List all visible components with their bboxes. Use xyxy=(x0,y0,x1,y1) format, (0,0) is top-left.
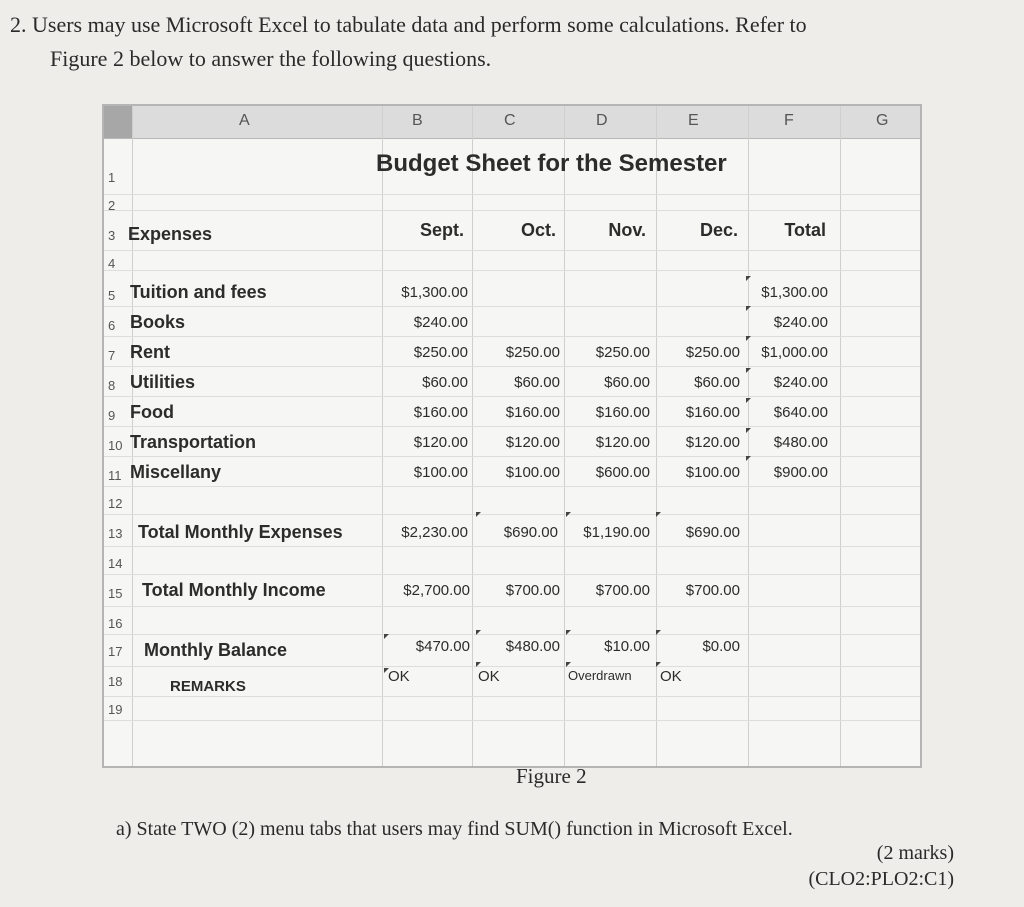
formula-indicator xyxy=(746,368,751,373)
month-header: Nov. xyxy=(608,220,646,240)
total-income-label: Total Monthly Income xyxy=(142,580,326,600)
row-number: 1 xyxy=(108,170,116,185)
row-number: 4 xyxy=(108,256,116,271)
column-letter-e: E xyxy=(688,112,699,129)
gridline xyxy=(104,666,920,667)
expense-value: $250.00 xyxy=(685,344,740,361)
expense-value: $120.00 xyxy=(413,434,468,451)
gridline xyxy=(104,456,920,457)
gridline xyxy=(104,634,920,635)
row-number: 15 xyxy=(108,586,123,601)
total-expenses-value: $1,190.00 xyxy=(583,524,650,541)
formula-indicator xyxy=(476,630,481,635)
expense-value: $120.00 xyxy=(505,434,560,451)
formula-indicator xyxy=(746,428,751,433)
formula-indicator xyxy=(746,306,751,311)
expense-label: Utilities xyxy=(130,372,196,392)
row-number: 17 xyxy=(108,644,123,659)
row-number: 9 xyxy=(108,408,116,423)
month-header: Oct. xyxy=(520,220,556,240)
expense-value: $100.00 xyxy=(413,464,468,481)
formula-indicator xyxy=(656,512,661,517)
row-number: 10 xyxy=(108,438,123,453)
expense-total: $480.00 xyxy=(773,434,828,451)
formula-indicator xyxy=(656,630,661,635)
expense-value: $160.00 xyxy=(505,404,560,421)
expense-value: $160.00 xyxy=(595,404,650,421)
expenses-header: Expenses xyxy=(128,224,213,244)
gridline xyxy=(104,486,920,487)
spreadsheet-figure xyxy=(102,104,922,768)
column-header-bar xyxy=(104,106,920,139)
total-expenses-value: $2,230.00 xyxy=(401,524,468,541)
row-number: 16 xyxy=(108,616,123,631)
row-number: 5 xyxy=(108,288,116,303)
row-number: 7 xyxy=(108,348,116,363)
gridline xyxy=(104,366,920,367)
month-header: Dec. xyxy=(699,220,738,240)
expense-label: Transportation xyxy=(130,432,257,452)
expense-value: $60.00 xyxy=(694,374,740,391)
column-letter-b: B xyxy=(412,112,423,129)
gridline xyxy=(104,306,920,307)
select-all-corner xyxy=(104,106,132,138)
column-letter-c: C xyxy=(504,112,516,129)
expense-label: Miscellany xyxy=(130,462,222,482)
expense-label: Books xyxy=(130,312,186,332)
expense-value: $60.00 xyxy=(604,374,650,391)
remarks-label: REMARKS xyxy=(170,678,246,695)
expense-value: $160.00 xyxy=(413,404,468,421)
sheet-title: Budget Sheet for the Semester xyxy=(376,150,727,177)
monthly-balance-value: $480.00 xyxy=(505,638,560,655)
total-income-value: $700.00 xyxy=(685,582,740,599)
remark-value: Overdrawn xyxy=(568,668,632,683)
monthly-balance-value: $10.00 xyxy=(604,638,650,655)
month-header: Sept. xyxy=(419,220,464,240)
total-expenses-label: Total Monthly Expenses xyxy=(138,522,343,542)
gridline xyxy=(104,270,920,271)
gridline xyxy=(840,106,841,766)
row-number: 13 xyxy=(108,526,123,541)
expense-value: $120.00 xyxy=(595,434,650,451)
monthly-balance-value: $470.00 xyxy=(415,638,470,655)
formula-indicator xyxy=(746,276,751,281)
question-text-line-2: Figure 2 below to answer the following questions. xyxy=(50,46,492,71)
gridline xyxy=(104,210,920,211)
monthly-balance-label: Monthly Balance xyxy=(144,640,288,660)
row-number: 3 xyxy=(108,228,116,243)
expense-value: $60.00 xyxy=(514,374,560,391)
monthly-balance-value: $0.00 xyxy=(702,638,740,655)
marks-label: (2 marks) xyxy=(876,842,954,864)
row-number: 19 xyxy=(108,702,123,717)
column-letter-a: A xyxy=(239,112,250,129)
expense-value: $100.00 xyxy=(685,464,740,481)
row-number: 6 xyxy=(108,318,116,333)
formula-indicator xyxy=(384,634,389,639)
expense-total: $640.00 xyxy=(773,404,828,421)
expense-total: $240.00 xyxy=(773,374,828,391)
figure-caption: Figure 2 xyxy=(516,764,587,788)
gridline xyxy=(104,720,920,721)
remark-value: OK xyxy=(388,668,410,685)
total-income-value: $700.00 xyxy=(595,582,650,599)
expense-value: $1,300.00 xyxy=(401,284,468,301)
expense-value: $100.00 xyxy=(505,464,560,481)
formula-indicator xyxy=(476,512,481,517)
formula-indicator xyxy=(476,662,481,667)
column-letter-d: D xyxy=(596,112,608,129)
expense-label: Tuition and fees xyxy=(130,282,267,302)
row-number: 8 xyxy=(108,378,116,393)
gridline xyxy=(104,696,920,697)
gridline xyxy=(104,194,920,195)
total-expenses-value: $690.00 xyxy=(503,524,558,541)
expense-value: $160.00 xyxy=(685,404,740,421)
column-letter-g: G xyxy=(876,112,889,129)
gridline xyxy=(104,574,920,575)
question-text-line-1: 2. Users may use Microsoft Excel to tabulate data and perform some calculations. Refer to xyxy=(10,12,807,37)
expense-total: $1,000.00 xyxy=(761,344,828,361)
formula-indicator xyxy=(566,512,571,517)
gridline xyxy=(104,606,920,607)
expense-label: Food xyxy=(130,402,174,422)
expense-value: $250.00 xyxy=(413,344,468,361)
expense-total: $900.00 xyxy=(773,464,828,481)
formula-indicator xyxy=(746,456,751,461)
remark-value: OK xyxy=(478,668,500,685)
row-number: 12 xyxy=(108,496,123,511)
row-number: 2 xyxy=(108,198,116,213)
total-income-value: $2,700.00 xyxy=(403,582,470,599)
gridline xyxy=(104,426,920,427)
column-letter-f: F xyxy=(784,112,794,129)
expense-total: $1,300.00 xyxy=(761,284,828,301)
sub-question-a: a) State TWO (2) menu tabs that users may find SUM() function in Microsoft Excel. xyxy=(116,818,793,840)
row-number: 14 xyxy=(108,556,123,571)
clo-label: (CLO2:PLO2:C1) xyxy=(808,868,954,890)
expense-value: $600.00 xyxy=(595,464,650,481)
gridline xyxy=(104,514,920,515)
gridline xyxy=(104,396,920,397)
expense-value: $120.00 xyxy=(685,434,740,451)
expense-value: $250.00 xyxy=(505,344,560,361)
row-number: 11 xyxy=(108,468,122,483)
expense-label: Rent xyxy=(130,342,170,362)
formula-indicator xyxy=(384,668,389,673)
expense-total: $240.00 xyxy=(773,314,828,331)
expense-value: $240.00 xyxy=(413,314,468,331)
gridline xyxy=(104,250,920,251)
total-income-value: $700.00 xyxy=(505,582,560,599)
formula-indicator xyxy=(656,662,661,667)
expense-value: $250.00 xyxy=(595,344,650,361)
expense-value: $60.00 xyxy=(422,374,468,391)
remark-value: OK xyxy=(660,668,682,685)
row-number: 18 xyxy=(108,674,123,689)
formula-indicator xyxy=(746,398,751,403)
gridline xyxy=(104,546,920,547)
total-header: Total xyxy=(784,220,826,240)
gridline xyxy=(104,336,920,337)
formula-indicator xyxy=(746,336,751,341)
formula-indicator xyxy=(566,662,571,667)
total-expenses-value: $690.00 xyxy=(685,524,740,541)
formula-indicator xyxy=(566,630,571,635)
